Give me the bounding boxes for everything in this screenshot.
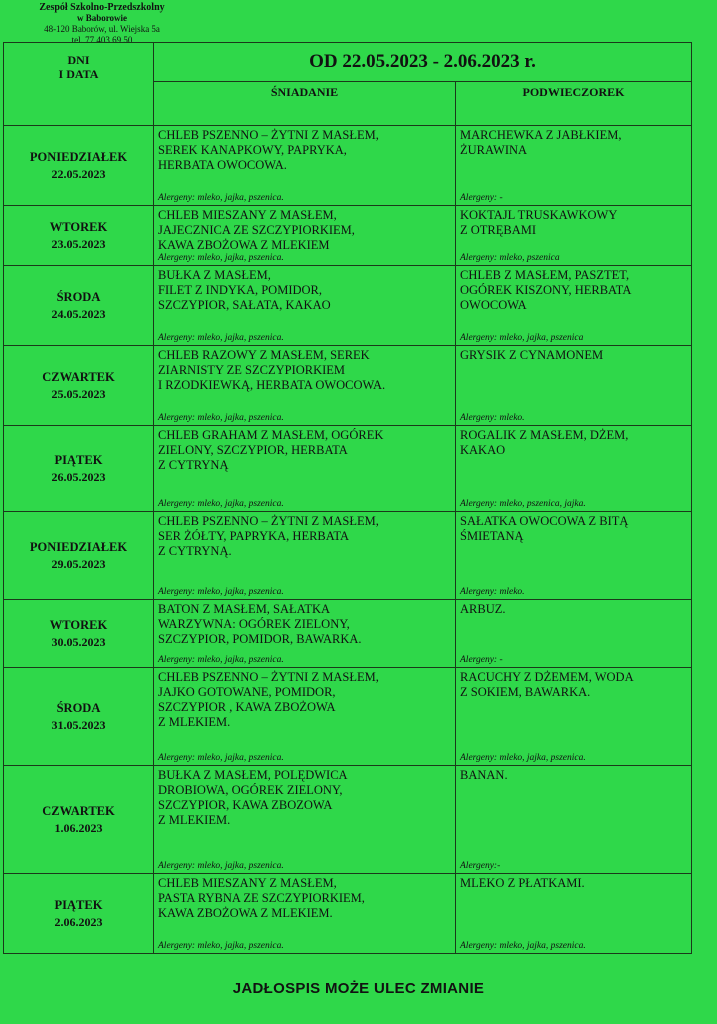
snack-text: ROGALIK Z MASŁEM, DŻEM, KAKAO (460, 428, 629, 457)
breakfast-text: CHLEB PSZENNO – ŻYTNI Z MASŁEM, SER ŻÓŁTY, PAPRYKA, HERBATA Z CYTRYNĄ. (158, 514, 379, 558)
snack-allergens: Alergeny: mleko, jajka, pszenica. (460, 941, 586, 951)
menu-row (4, 874, 692, 954)
menu-row (4, 346, 692, 426)
snack-cell (456, 206, 692, 266)
day-name: ŚRODA (56, 700, 101, 715)
breakfast-allergens: Alergeny: mleko, jajka, pszenica. (158, 941, 284, 951)
day-name: PIĄTEK (54, 452, 103, 467)
day-cell (4, 668, 154, 766)
school-town: w Baborowie (76, 13, 128, 23)
breakfast-text: CHLEB MIESZANY Z MASŁEM, PASTA RYBNA ZE SZCZYPIORKIEM, KAWA ZBOŻOWA Z MLEKIEM. (158, 876, 365, 920)
snack-allergens: Alergeny:- (460, 861, 501, 871)
menu-row (4, 426, 692, 512)
breakfast-allergens: Alergeny: mleko, jajka, pszenica. (158, 861, 284, 871)
breakfast-text: BUŁKA Z MASŁEM, FILET Z INDYKA, POMIDOR, SZCZYPIOR, SAŁATA, KAKAO (158, 268, 331, 312)
day-cell (4, 126, 154, 206)
breakfast-text: CHLEB PSZENNO – ŻYTNI Z MASŁEM, JAJKO GOTOWANE, POMIDOR, SZCZYPIOR , KAWA ZBOŻOWA Z MLEKIEM. (158, 670, 379, 729)
breakfast-cell (154, 346, 456, 426)
day-name: CZWARTEK (42, 803, 115, 818)
breakfast-cell (154, 766, 456, 874)
menu-disclaimer: JADŁOSPIS MOŻE ULEC ZMIANIE (232, 980, 485, 997)
day-date: 30.05.2023 (51, 634, 106, 649)
menu-row (4, 668, 692, 766)
day-date: 2.06.2023 (54, 914, 103, 929)
breakfast-allergens: Alergeny: mleko, jajka, pszenica. (158, 333, 284, 343)
snack-allergens: Alergeny: - (460, 193, 503, 203)
snack-text: KOKTAJL TRUSKAWKOWY Z OTRĘBAMI (460, 208, 618, 237)
snack-text: MARCHEWKA Z JABŁKIEM, ŻURAWINA (460, 128, 622, 157)
snack-header: PODWIECZOREK (456, 82, 692, 126)
breakfast-cell (154, 600, 456, 668)
day-date: 31.05.2023 (51, 717, 106, 732)
snack-cell (456, 766, 692, 874)
snack-text: SAŁATKA OWOCOWA Z BITĄ ŚMIETANĄ (460, 514, 629, 543)
day-name: WTOREK (49, 219, 108, 234)
snack-allergens: Alergeny: mleko, pszenica, jajka. (460, 499, 586, 509)
days-header-line1: DNI (67, 53, 90, 67)
day-date: 1.06.2023 (54, 820, 103, 835)
breakfast-text: CHLEB RAZOWY Z MASŁEM, SEREK ZIARNISTY ZE SZCZYPIORKIEM I RZODKIEWKĄ, HERBATA OWOCOWA. (158, 348, 386, 392)
snack-cell (456, 874, 692, 954)
menu-row (4, 266, 692, 346)
day-cell (4, 766, 154, 874)
snack-cell (456, 512, 692, 600)
menu-row (4, 206, 692, 266)
breakfast-allergens: Alergeny: mleko, jajka, pszenica. (158, 655, 284, 665)
breakfast-header: ŚNIADANIE (154, 82, 456, 126)
snack-text: RACUCHY Z DŻEMEM, WODA Z SOKIEM, BAWARKA. (460, 670, 634, 699)
day-name: PONIEDZIAŁEK (29, 149, 128, 164)
day-date: 24.05.2023 (51, 306, 106, 321)
menu-table (3, 42, 692, 954)
day-cell (4, 512, 154, 600)
menu-row (4, 600, 692, 668)
breakfast-allergens: Alergeny: mleko, jajka, pszenica. (158, 753, 284, 763)
snack-allergens: Alergeny: mleko, jajka, pszenica (460, 333, 584, 343)
breakfast-cell (154, 266, 456, 346)
school-name: Zespół Szkolno-Przedszkolny (39, 2, 165, 13)
snack-cell (456, 426, 692, 512)
days-header-line2: I DATA (58, 67, 99, 81)
snack-text: MLEKO Z PŁATKAMI. (460, 876, 585, 890)
breakfast-cell (154, 126, 456, 206)
menu-row (4, 126, 692, 206)
day-date: 22.05.2023 (51, 166, 106, 181)
day-date: 26.05.2023 (51, 469, 106, 484)
day-cell (4, 874, 154, 954)
snack-cell (456, 266, 692, 346)
breakfast-allergens: Alergeny: mleko, jajka, pszenica. (158, 193, 284, 203)
snack-allergens: Alergeny: mleko, pszenica (460, 253, 560, 263)
day-cell (4, 346, 154, 426)
school-stamp (22, 2, 182, 46)
breakfast-text: BUŁKA Z MASŁEM, POLĘDWICA DROBIOWA, OGÓREK ZIELONY, SZCZYPIOR, KAWA ZBOZOWA Z MLEKIEM. (158, 768, 348, 827)
menu-row (4, 766, 692, 874)
snack-cell (456, 600, 692, 668)
breakfast-cell (154, 874, 456, 954)
snack-text: GRYSIK Z CYNAMONEM (460, 348, 604, 362)
breakfast-cell (154, 426, 456, 512)
snack-cell (456, 346, 692, 426)
snack-cell (456, 668, 692, 766)
breakfast-allergens: Alergeny: mleko, jajka, pszenica. (158, 587, 284, 597)
school-address: 48-120 Baborów, ul. Wiejska 5a (44, 24, 160, 34)
day-date: 23.05.2023 (51, 236, 106, 251)
day-name: CZWARTEK (42, 369, 115, 384)
day-date: 29.05.2023 (51, 556, 106, 571)
school-phone: tel. 77 403 69 50 (71, 35, 133, 45)
snack-text: BANAN. (460, 768, 508, 782)
breakfast-allergens: Alergeny: mleko, jajka, pszenica. (158, 413, 284, 423)
day-cell (4, 206, 154, 266)
date-range-title: OD 22.05.2023 - 2.06.2023 r. (154, 43, 692, 82)
breakfast-allergens: Alergeny: mleko, jajka, pszenica. (158, 499, 284, 509)
snack-text: ARBUZ. (460, 602, 506, 616)
day-name: ŚRODA (56, 289, 101, 304)
breakfast-text: CHLEB MIESZANY Z MASŁEM, JAJECZNICA ZE SZCZYPIORKIEM, KAWA ZBOŻOWA Z MLEKIEM (158, 208, 355, 252)
day-cell (4, 600, 154, 668)
snack-allergens: Alergeny: mleko. (460, 413, 525, 423)
snack-allergens: Alergeny: mleko, jajka, pszenica. (460, 753, 586, 763)
days-header (4, 43, 154, 126)
breakfast-allergens: Alergeny: mleko, jajka, pszenica. (158, 253, 284, 263)
breakfast-text: BATON Z MASŁEM, SAŁATKA WARZYWNA: OGÓREK ZIELONY, SZCZYPIOR, POMIDOR, BAWARKA. (158, 602, 362, 646)
menu-row (4, 512, 692, 600)
snack-allergens: Alergeny: mleko. (460, 587, 525, 597)
breakfast-cell (154, 206, 456, 266)
day-cell (4, 266, 154, 346)
snack-cell (456, 126, 692, 206)
snack-allergens: Alergeny: - (460, 655, 503, 665)
breakfast-text: CHLEB GRAHAM Z MASŁEM, OGÓREK ZIELONY, SZCZYPIOR, HERBATA Z CYTRYNĄ (158, 428, 384, 472)
day-name: WTOREK (49, 617, 108, 632)
breakfast-cell (154, 512, 456, 600)
snack-text: CHLEB Z MASŁEM, PASZTET, OGÓREK KISZONY, HERBATA OWOCOWA (460, 268, 632, 312)
day-date: 25.05.2023 (51, 386, 106, 401)
breakfast-cell (154, 668, 456, 766)
day-name: PIĄTEK (54, 897, 103, 912)
breakfast-text: CHLEB PSZENNO – ŻYTNI Z MASŁEM, SEREK KANAPKOWY, PAPRYKA, HERBATA OWOCOWA. (158, 128, 379, 172)
day-cell (4, 426, 154, 512)
day-name: PONIEDZIAŁEK (29, 539, 128, 554)
